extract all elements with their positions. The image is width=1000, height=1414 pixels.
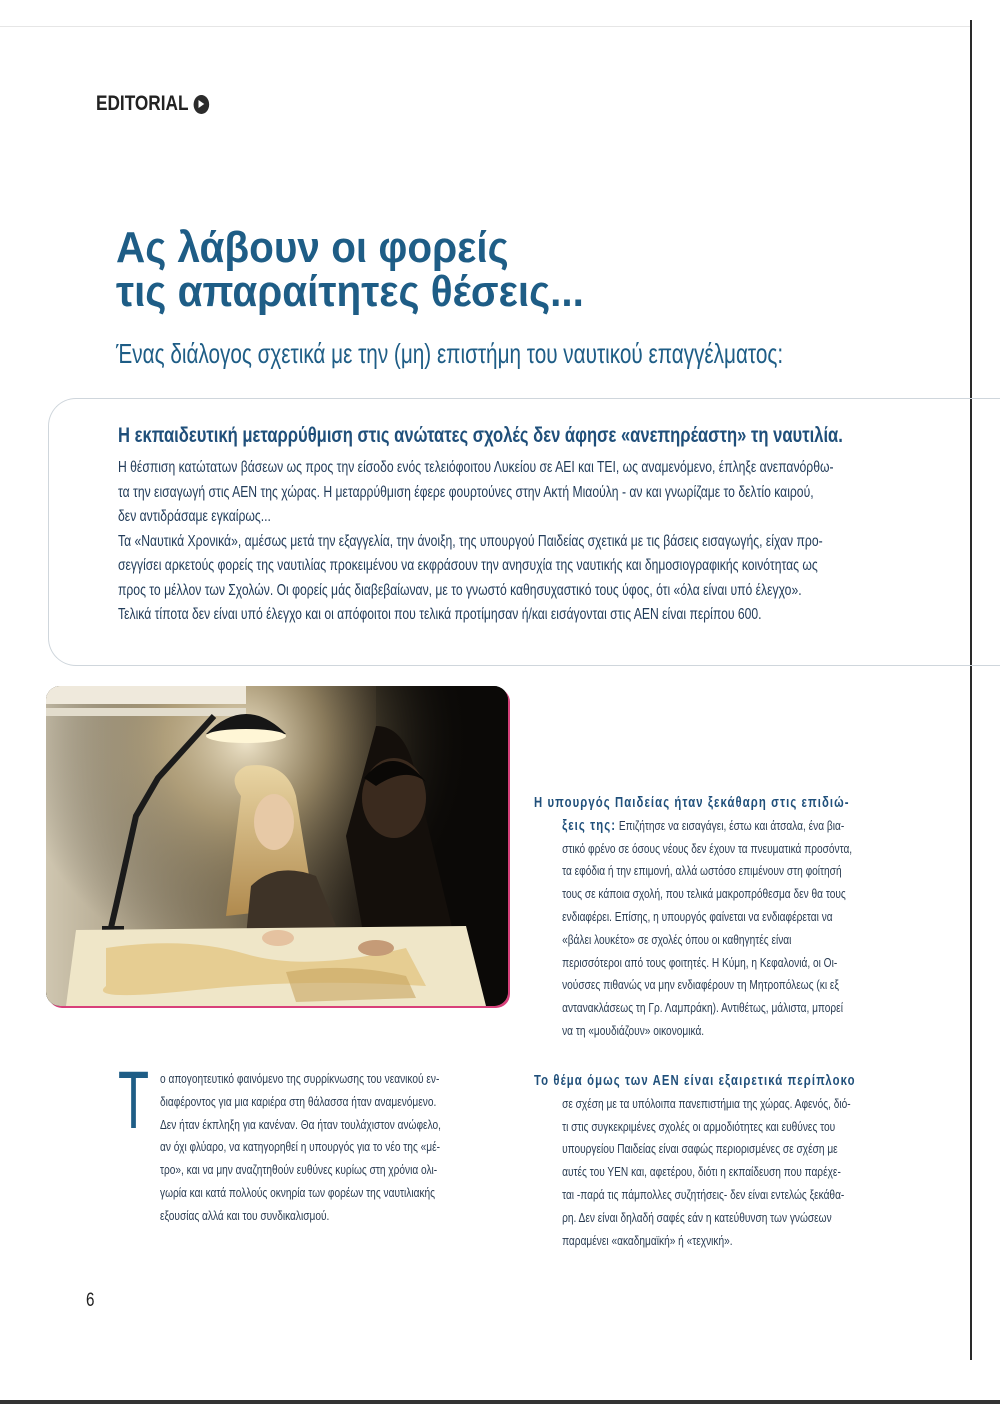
column-right-first-text: Επιζήτησε να εισαγάγει, έστω και άτσαλα, ένα βια-: [616, 817, 845, 833]
article-title-line-1: Ας λάβουν οι φορείς: [116, 223, 509, 272]
page-top-rule: [0, 26, 970, 27]
column-right-line: νούσσες πιθανώς να μην ενδιαφέρουν τη Μητροπόλεως (κι εξ: [562, 977, 839, 993]
column-right-first-line: [534, 815, 908, 838]
column-right-line: παραμένει «ακαδημαϊκή» ή «τεχνική».: [562, 1232, 733, 1248]
article-title-line-2: τις απαραίτητες θέσεις...: [116, 267, 584, 316]
lead-line: προς το μέλλον των Σχολών. Οι φορείς μάς διαβεβαίωναν, με το γνωστό καθησυχαστικό τους ύφος, ότι «όλα είναι υπό έλεγχο».: [118, 581, 802, 599]
chevron-right-icon: [193, 95, 209, 114]
column-right-line: τους σε κάποια σχολή, που τελικά μακροπρόθεσμα δεν θα τους: [562, 886, 846, 902]
column-right-line: τα εφόδια ή την επιμονή, αλλά ωστόσο επιμένουν στη φοίτησή: [562, 863, 842, 879]
article-subtitle: Ένας διάλογος σχετικά με την (μη) επιστήμη του ναυτικού επαγγέλματος:: [116, 338, 784, 369]
column-right-line: υπουργείου Παιδείας είναι σαφώς περιορισμένες σε σχέση με: [562, 1141, 838, 1157]
article-title: [116, 223, 815, 316]
column-left-line: τρο», και να μην αναζητηθούν ευθύνες κυρίως στη χρόνια ολι-: [160, 1162, 438, 1178]
dropcap: Τ: [118, 1055, 150, 1146]
column-right-line: να τη «μουδιάζουν» οικονομικά.: [562, 1022, 705, 1038]
column-right-line: αυτές του ΥΕΝ και, αφετέρου, διότι η εκπαίδευση που παρέχε-: [562, 1164, 841, 1180]
column-right-heading-2: Το θέμα όμως των ΑΕΝ είναι εξαιρετικά περίπλοκο: [534, 1073, 856, 1089]
lead-line: σεγγίσει αρκετούς φορείς της ναυτιλίας προκειμένου να εκφράσουν την ανησυχία της ναυτικής και δημοσιογραφικής κοινότητας ως: [118, 557, 818, 574]
column-right-block-2: [534, 1070, 908, 1252]
page-right-edge: [970, 20, 972, 1360]
column-right-line: ται -παρά τις πάμπολλες συζητήσεις- δεν είναι εντελώς ξεκάθα-: [562, 1186, 845, 1202]
lead-heading: Η εκπαιδευτική μεταρρύθμιση στις ανώτατες σχολές δεν άφησε «ανεπηρέαστη» τη ναυτιλία.: [118, 424, 843, 447]
column-left-line: ο απογοητευτικό φαινόμενο της συρρίκνωσης του νεανικού εν-: [160, 1071, 440, 1086]
lead-line: τα την εισαγωγή στις ΑΕΝ της χώρας. Η μεταρρύθμιση έφερε φουρτούνες στην Ακτή Μιαούλη - αν και γνωρίζαμε το δελτίο καιρού,: [118, 483, 814, 501]
photo-illustration: [46, 686, 508, 1006]
column-right-heading-1b: ξεις της:: [562, 817, 617, 834]
lead-text: [118, 456, 892, 628]
column-left-line: εξουσίας αλλά και του συνδικαλισμού.: [160, 1207, 330, 1223]
column-right-line: ενδιαφέρει. Επίσης, η υπουργός φαίνεται να ενδιαφέρεται να: [562, 908, 833, 924]
column-left: [160, 1068, 492, 1228]
section-label: [96, 92, 209, 116]
lead-line: Η θέσπιση κατώτατων βάσεων ως προς την είσοδο ενός τελειόφοιτου Λυκείου σε ΑΕΙ και ΤΕΙ, ως αναμενόμενο, έπληξε ανεπανόρθω-: [118, 459, 834, 476]
column-right-line: σε σχέση με τα υπόλοιπα πανεπιστήμια της χώρας. Αφενός, διό-: [562, 1095, 851, 1111]
column-right-line: ρη. Δεν είναι δηλαδή σαφές εάν η κατεύθυνση των γνώσεων: [562, 1209, 832, 1225]
column-right-heading-1a: Η υπουργός Παιδείας ήταν ξεκάθαρη στις επιδιώ-: [534, 795, 850, 811]
section-label-text: EDITORIAL: [96, 92, 189, 115]
column-left-line: αν όχι φλύαρο, να κατηγορηθεί η υπουργός για το νέο της «μέ-: [160, 1139, 441, 1155]
lead-line: δεν αντιδράσαμε εγκαίρως...: [118, 508, 271, 525]
column-right-line: αντανακλάσεως τη Γρ. Λαμπράκη). Αντιθέτως, μάλιστα, μπορεί: [562, 1000, 843, 1016]
page-bottom-edge: [0, 1400, 1000, 1404]
column-right-line: περισσότεροι από τους φοιτητές. Η Κύμη, η Κεφαλονιά, οι Οι-: [562, 954, 838, 970]
column-left-line: Δεν ήταν έκπληξη για κανέναν. Θα ήταν τουλάχιστον ανώφελο,: [160, 1116, 441, 1132]
column-right-line: τι στις συγκεκριμένες σχολές οι αρμοδιότητες και ευθύνες του: [562, 1118, 836, 1134]
column-right-line: στικό φρένο σε όσους νέους δεν έχουν τα πνευματικά προσόντα,: [562, 840, 853, 856]
lead-line: Τα «Ναυτικά Χρονικά», αμέσως μετά την εξαγγελία, την άνοιξη, της υπουργού Παιδείας σχετικά με τις βάσεις εισαγωγής, είχαν προ-: [118, 532, 823, 550]
column-left-line: διαφέροντος για μια καριέρα στη θάλασσα ήταν αναμενόμενο.: [160, 1093, 437, 1109]
column-right-line: «βάλει λουκέτο» σε σχολές όπου οι καθηγητές είναι: [562, 931, 792, 947]
article-photo: [46, 686, 508, 1006]
column-right-block-1: [534, 792, 908, 1043]
column-left-line: γωρία και κατά πολλούς οκνηρία των φορέων της ναυτιλιακής: [160, 1184, 436, 1200]
page-number: 6: [86, 1290, 95, 1311]
lead-line: Τελικά τίποτα δεν είναι υπό έλεγχο και οι απόφοιτοι που τελικά προτίμησαν ή/και εισάγονται στις ΑΕΝ είναι περίπου 600.: [118, 606, 762, 623]
